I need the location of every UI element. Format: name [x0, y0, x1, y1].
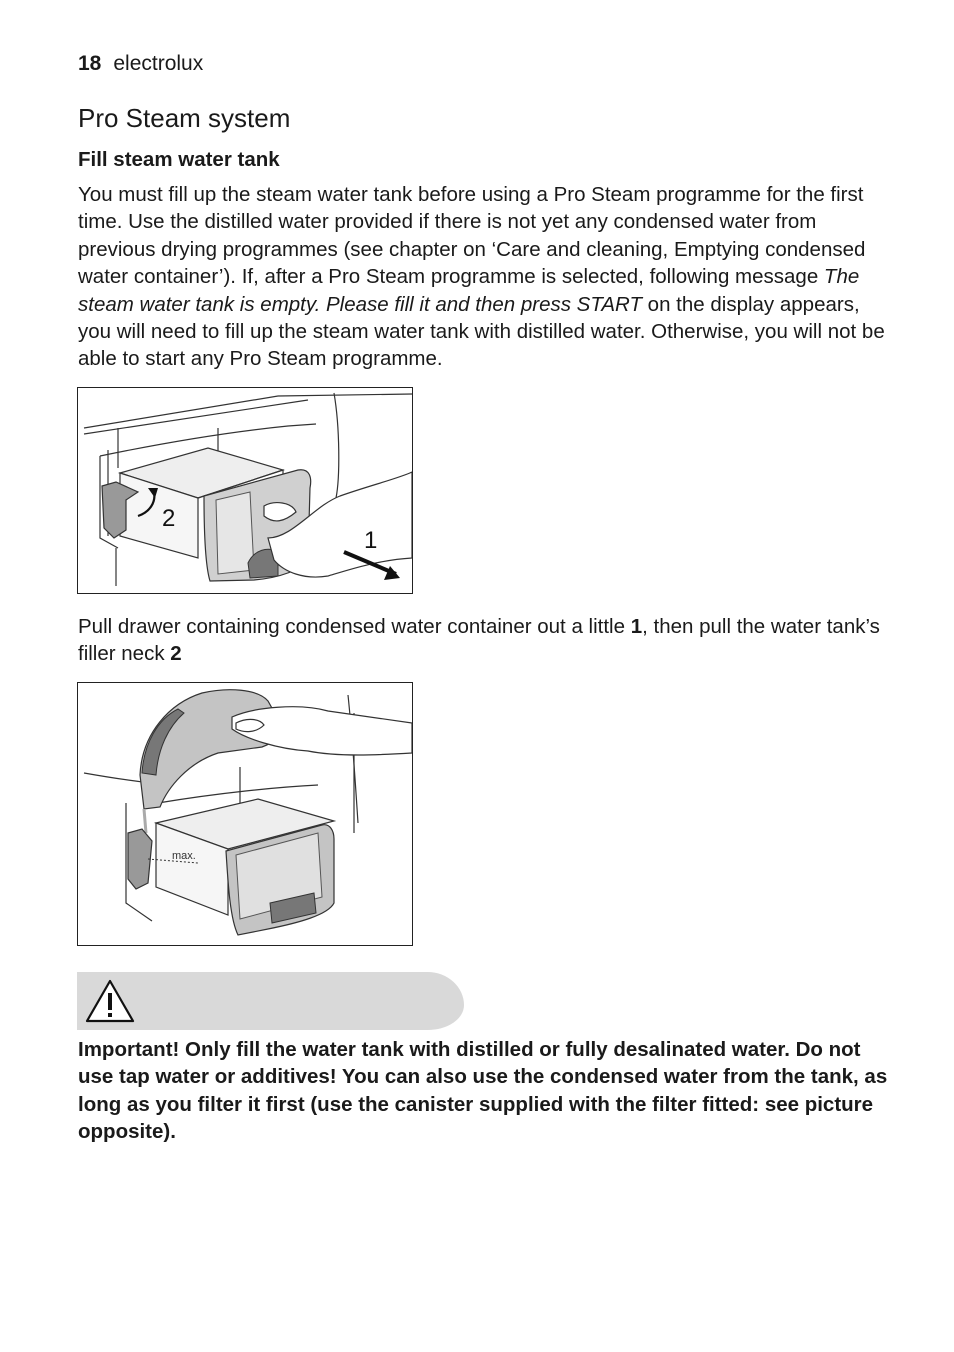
- warning-text: Important! Only fill the water tank with distilled or fully desalinated water. Do not use tap water or additives! You can also use the condensed water from the tank, as long as you filter it first (use the canister supplied with the filter fitted: see picture opposite).: [78, 1038, 888, 1144]
- brand-name: electrolux: [113, 52, 204, 75]
- figure-caption: [78, 613, 888, 668]
- intro-text-b: on the display appears, you will need to fill up the steam water tank with distilled water. Otherwise, you will not be able to start any Pro Steam programme.: [78, 292, 885, 371]
- drawer-illustration: [78, 388, 412, 593]
- figure-fill-tank: [77, 682, 413, 946]
- intro-text-a: You must fill up the steam water tank before using a Pro Steam programme for the first time. Use the distilled water provided if there is not yet any condensed water from previous drying programmes (see chapter on ‘Care and cleaning, Emptying condensed water container’). If, after a Pro Steam programme is selected, following message: [78, 183, 866, 289]
- page-header: [78, 52, 203, 76]
- filling-illustration: [78, 683, 412, 945]
- sub-heading: Fill steam water tank: [78, 148, 280, 171]
- display-message: The steam water tank is empty. Please fill it and then press START: [78, 265, 860, 316]
- caption-text-b: , then pull the water tank’s filler neck: [78, 615, 880, 666]
- caption-step-2: 2: [170, 642, 182, 666]
- step-1-label: 1: [364, 527, 378, 554]
- max-fill-label: max.: [172, 850, 196, 862]
- page-number: 18: [78, 52, 102, 75]
- caption-text-a: Pull drawer containing condensed water container out a little: [78, 615, 631, 638]
- warning-banner: [77, 972, 464, 1030]
- caption-step-1: 1: [630, 615, 643, 638]
- warning-triangle-icon: [83, 976, 137, 1026]
- step-2-label: 2: [162, 505, 176, 532]
- intro-paragraph: [78, 181, 888, 373]
- figure-pull-drawer: [77, 387, 413, 594]
- section-title: Pro Steam system: [78, 103, 291, 133]
